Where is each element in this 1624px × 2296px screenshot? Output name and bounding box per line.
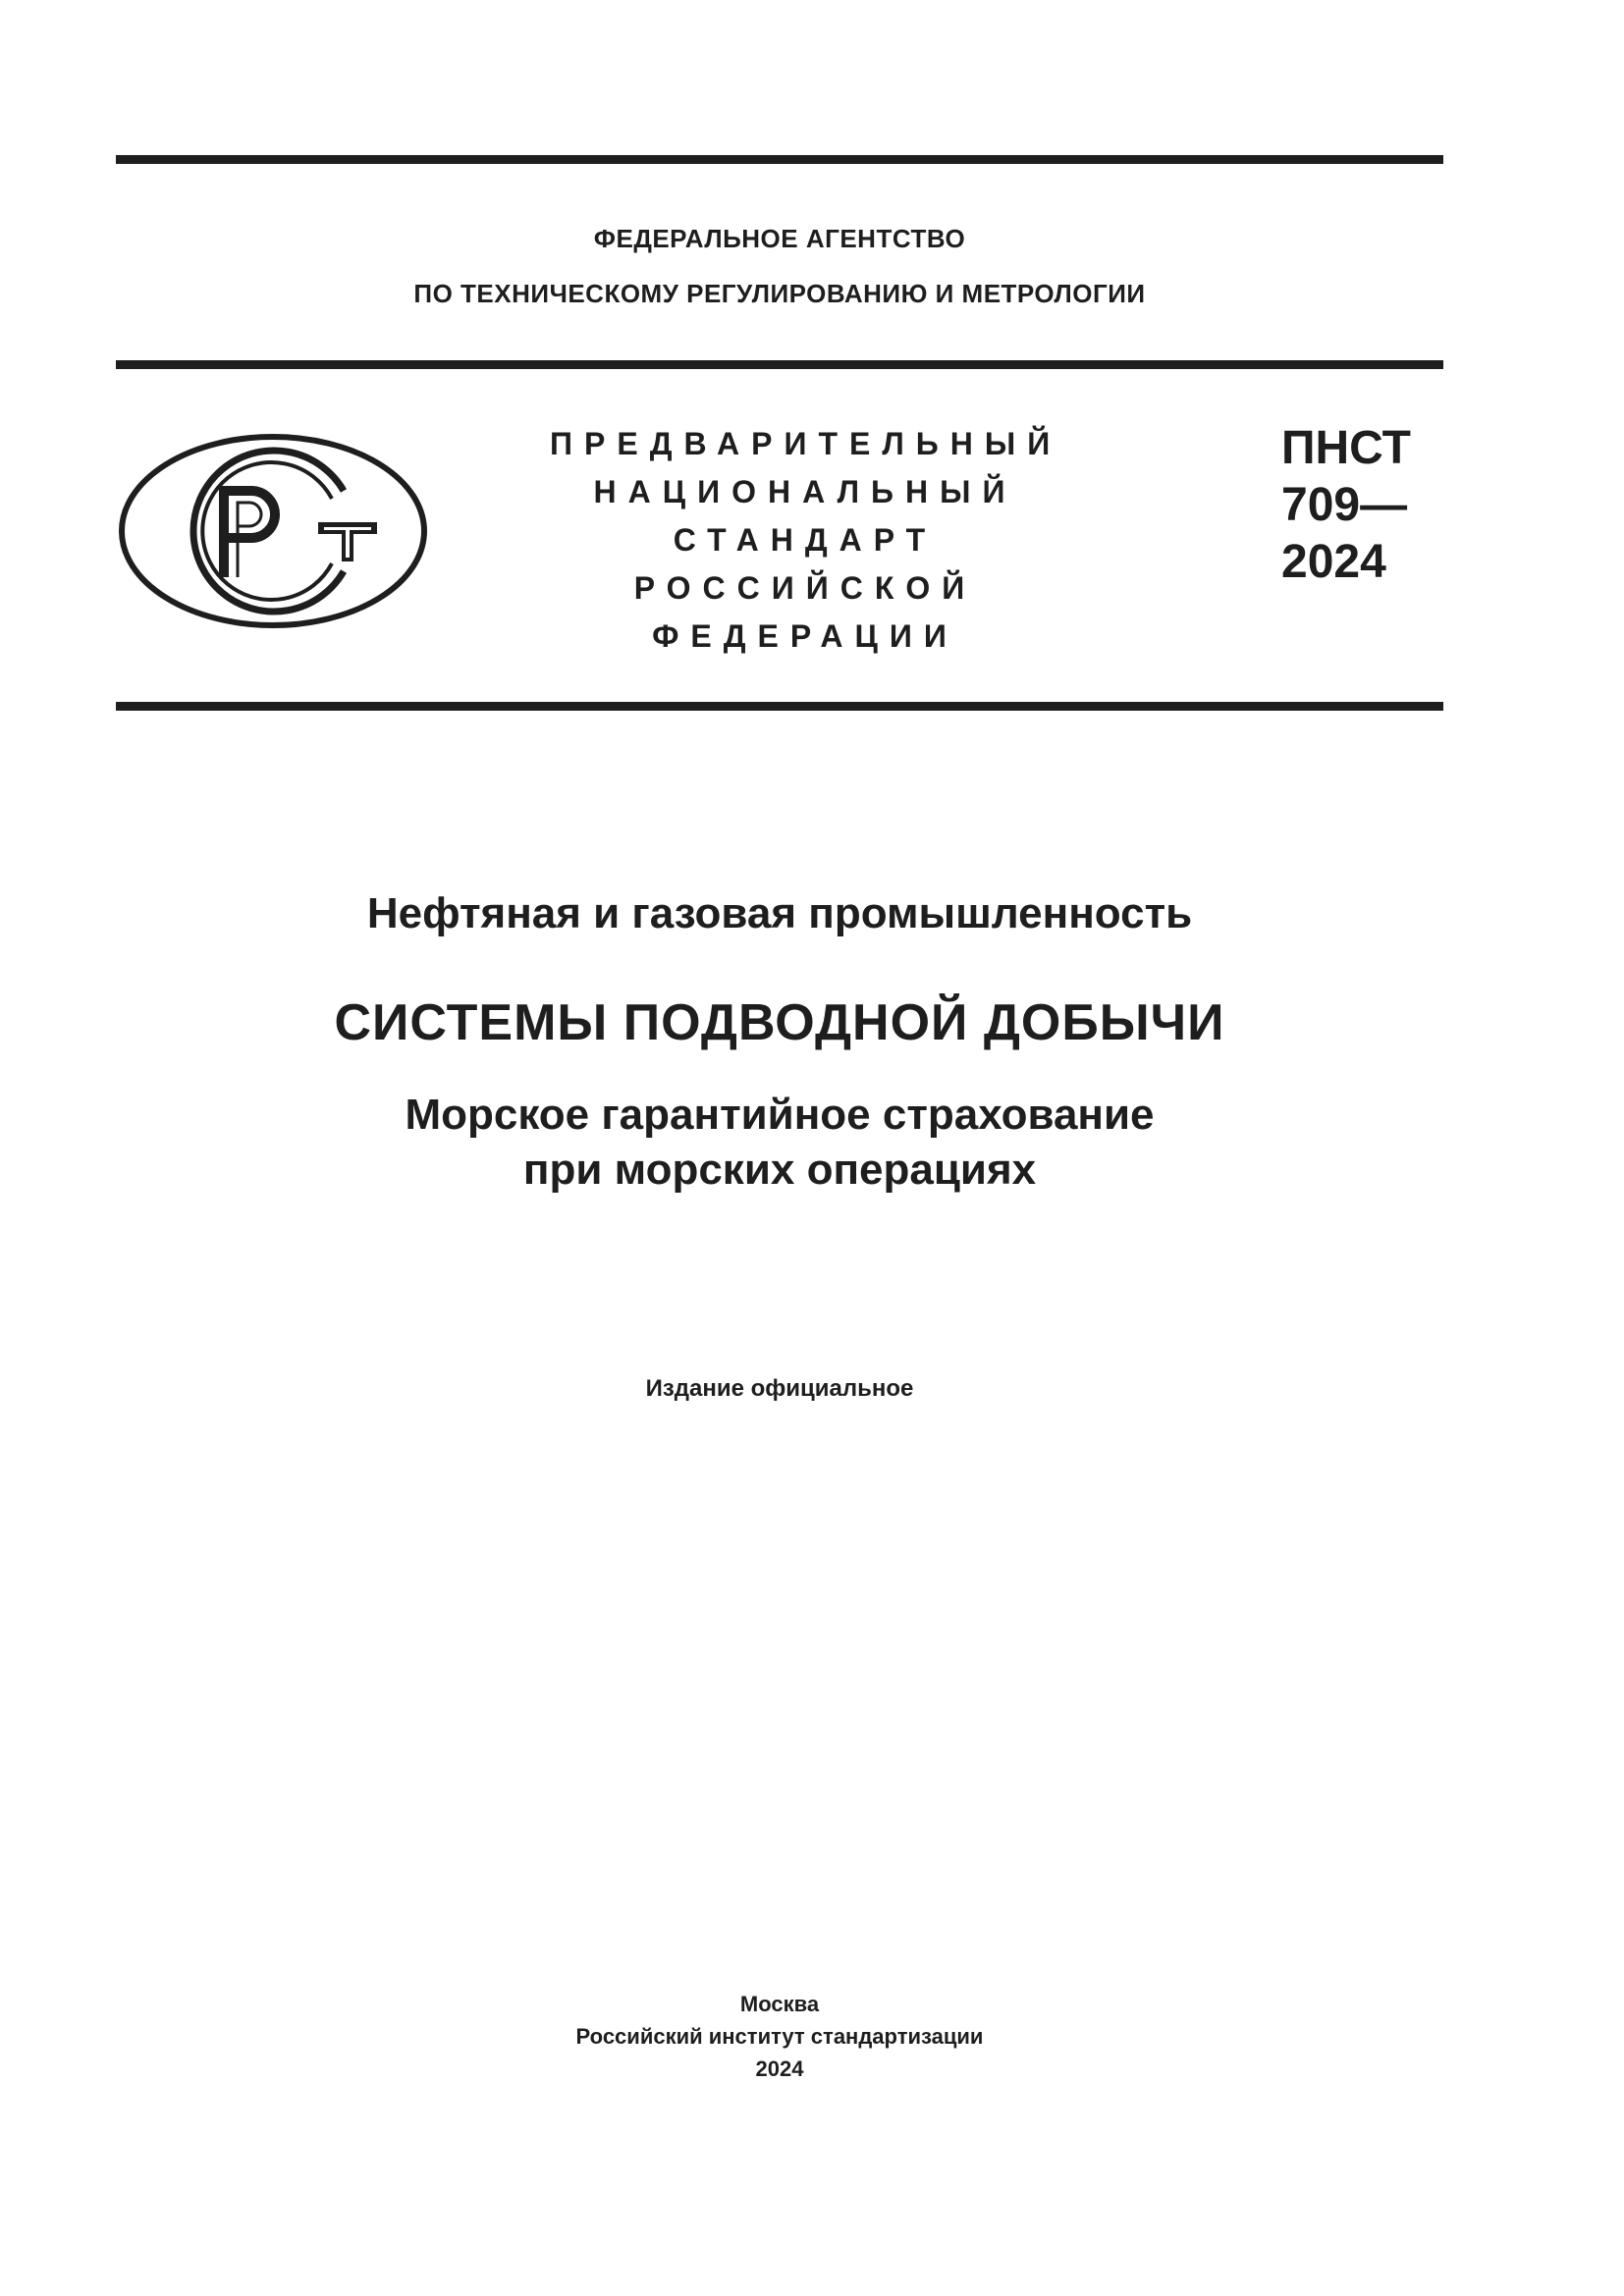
agency-line-2: ПО ТЕХНИЧЕСКОМУ РЕГУЛИРОВАНИЮ И МЕТРОЛОГИИ [413,279,1146,308]
agency-line-1: ФЕДЕРАЛЬНОЕ АГЕНТСТВО [593,224,966,253]
subtitle [116,1088,1443,1198]
top-rule [116,155,1443,164]
standard-number-line: 2024 [1281,536,1386,588]
header-rule [116,360,1443,369]
imprint-publisher: Российский институт стандартизации [575,2024,984,2049]
standard-type [550,420,1060,661]
gost-r-emblem-icon [116,430,430,632]
imprint [116,1988,1443,2085]
industry-title: Нефтяная и газовая промышленность [366,889,1193,937]
standard-type-line: НАЦИОНАЛЬНЫЙ [593,474,1017,509]
standard-type-line: СТАНДАРТ [673,522,938,558]
standard-number-line: ПНСТ [1281,422,1411,474]
imprint-city: Москва [739,1992,820,2016]
main-title: СИСТЕМЫ ПОДВОДНОЙ ДОБЫЧИ [334,994,1225,1051]
subtitle-line-1: Морское гарантийное страхование [405,1091,1155,1139]
subtitle-line-2: при морских операциях [522,1146,1037,1194]
imprint-year: 2024 [755,2056,804,2081]
standard-type-line: ФЕДЕРАЦИИ [652,618,958,654]
edition-label: Издание официальное [645,1375,914,1402]
standard-number [1281,420,1411,591]
title-block-rule [116,702,1443,711]
standard-type-line: ПРЕДВАРИТЕЛЬНЫЙ [550,426,1062,461]
standard-type-line: РОССИЙСКОЙ [633,570,977,606]
standard-number-line: 709— [1281,479,1408,531]
